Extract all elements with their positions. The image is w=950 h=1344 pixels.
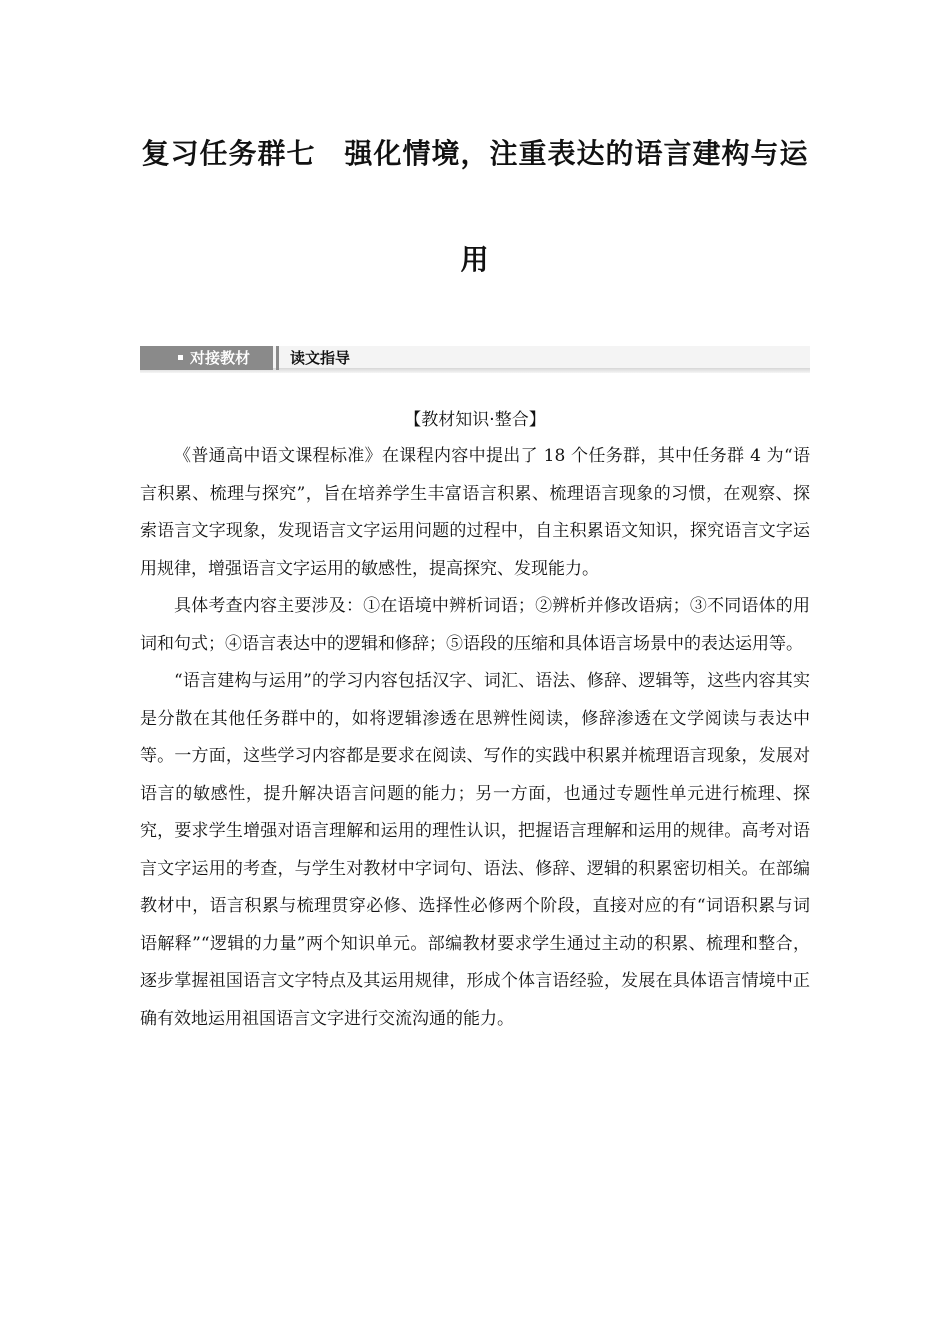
title-line-2: 用	[460, 243, 490, 276]
paragraph-3: “语言建构与运用”的学习内容包括汉字、词汇、语法、修辞、逻辑等，这些内容其实是分散在其他任务群中的，如将逻辑渗透在思辨性阅读，修辞渗透在文学阅读与表达中等。一方面，这些学习内容都是要求在阅读、写作的实践中积累并梳理语言现象，发展对语言的敏感性，提升解决语言问题的能力；另一方面，也通过专题性单元进行梳理、探究，要求学生增强对语言理解和运用的理性认识，把握语言理解和运用的规律。高考对语言文字运用的考查，与学生对教材中字词句、语法、修辞、逻辑的积累密切相关。在部编教材中，语言积累与梳理贯穿必修、选择性必修两个阶段，直接对应的有“词语积累与词语解释”“逻辑的力量”两个知识单元。部编教材要求学生通过主动的积累、梳理和整合，逐步掌握祖国语言文字特点及其运用规律，形成个体言语经验，发展在具体语言情境中正确有效地运用祖国语言文字进行交流沟通的能力。	[140, 671, 810, 1029]
banner-label: 读文指导	[290, 349, 351, 367]
document-title	[140, 128, 810, 286]
square-bullet-icon	[178, 355, 183, 360]
banner-divider	[276, 346, 279, 370]
section-banner	[140, 346, 810, 374]
paragraph-2: 具体考查内容主要涉及：①在语境中辨析词语；②辨析并修改语病；③不同语体的用词和句式；④语言表达中的逻辑和修辞；⑤语段的压缩和具体语言场景中的表达运用等。	[140, 596, 810, 654]
paragraph-1: 《普通高中语文课程标准》在课程内容中提出了 18 个任务群，其中任务群 4 为“语言积累、梳理与探究”，旨在培养学生丰富语言积累、梳理语言现象的习惯，在观察、探索语言文字现象，发现语言文字运用问题的过程中，自主积累语文知识，探究语言文字运用规律，增强语言文字运用的敏感性，提高探究、发现能力。	[140, 446, 810, 579]
banner-tag	[140, 346, 273, 370]
section-heading: 【教材知识·整合】	[404, 410, 546, 430]
title-line-1: 复习任务群七 强化情境，注重表达的语言建构与运	[141, 137, 809, 170]
section-content	[140, 402, 810, 1038]
banner-tag-text: 对接教材	[190, 349, 251, 367]
